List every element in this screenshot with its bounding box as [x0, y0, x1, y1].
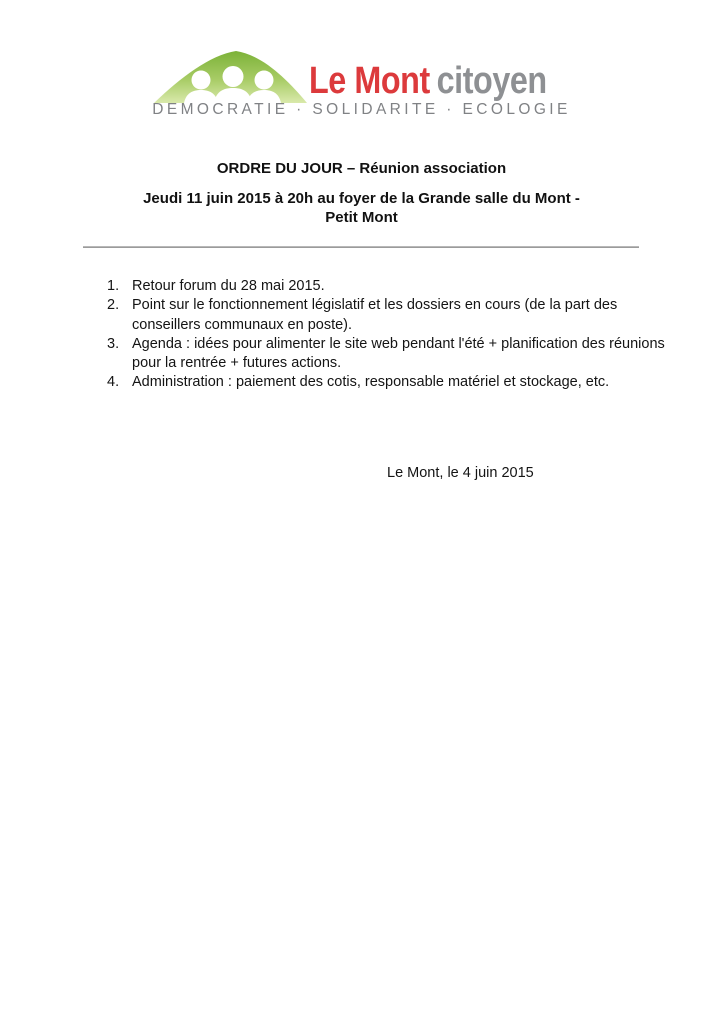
brand-tagline: DEMOCRATIE · SOLIDARITE · ECOLOGIE	[152, 101, 571, 118]
item-text: Agenda : idées pour alimenter le site web pendant l'été + planification des réunions pour la rentrée + futures actions.	[132, 335, 665, 372]
list-item	[107, 296, 637, 335]
brand-name-secondary: citoyen	[436, 60, 547, 102]
mountain-three-people-icon	[154, 50, 307, 103]
item-number: 4.	[107, 374, 120, 391]
page-subtitle	[0, 189, 723, 228]
item-text: Point sur le fonctionnement législatif et les dossiers en cours (de la part des conseillers communaux en poste).	[132, 297, 618, 333]
brand-name	[309, 62, 547, 100]
dateline: Le Mont, le 4 juin 2015	[387, 465, 534, 481]
item-number: 3.	[107, 335, 120, 352]
brand-name-primary: Le Mont	[309, 60, 430, 102]
list-item	[107, 277, 637, 296]
subtitle-line: Petit Mont	[325, 209, 398, 227]
horizontal-divider	[83, 246, 639, 248]
list-item	[107, 335, 665, 374]
subtitle-line: Jeudi 11 juin 2015 à 20h au foyer de la Grande salle du Mont -	[143, 190, 580, 207]
agenda-list	[107, 277, 665, 393]
page-title: ORDRE DU JOUR – Réunion association	[216, 160, 507, 177]
item-number: 2.	[107, 297, 120, 314]
item-text: Retour forum du 28 mai 2015.	[132, 278, 325, 294]
list-item	[107, 373, 637, 392]
item-text: Administration : paiement des cotis, responsable matériel et stockage, etc.	[132, 374, 610, 391]
item-number: 1.	[107, 278, 120, 294]
